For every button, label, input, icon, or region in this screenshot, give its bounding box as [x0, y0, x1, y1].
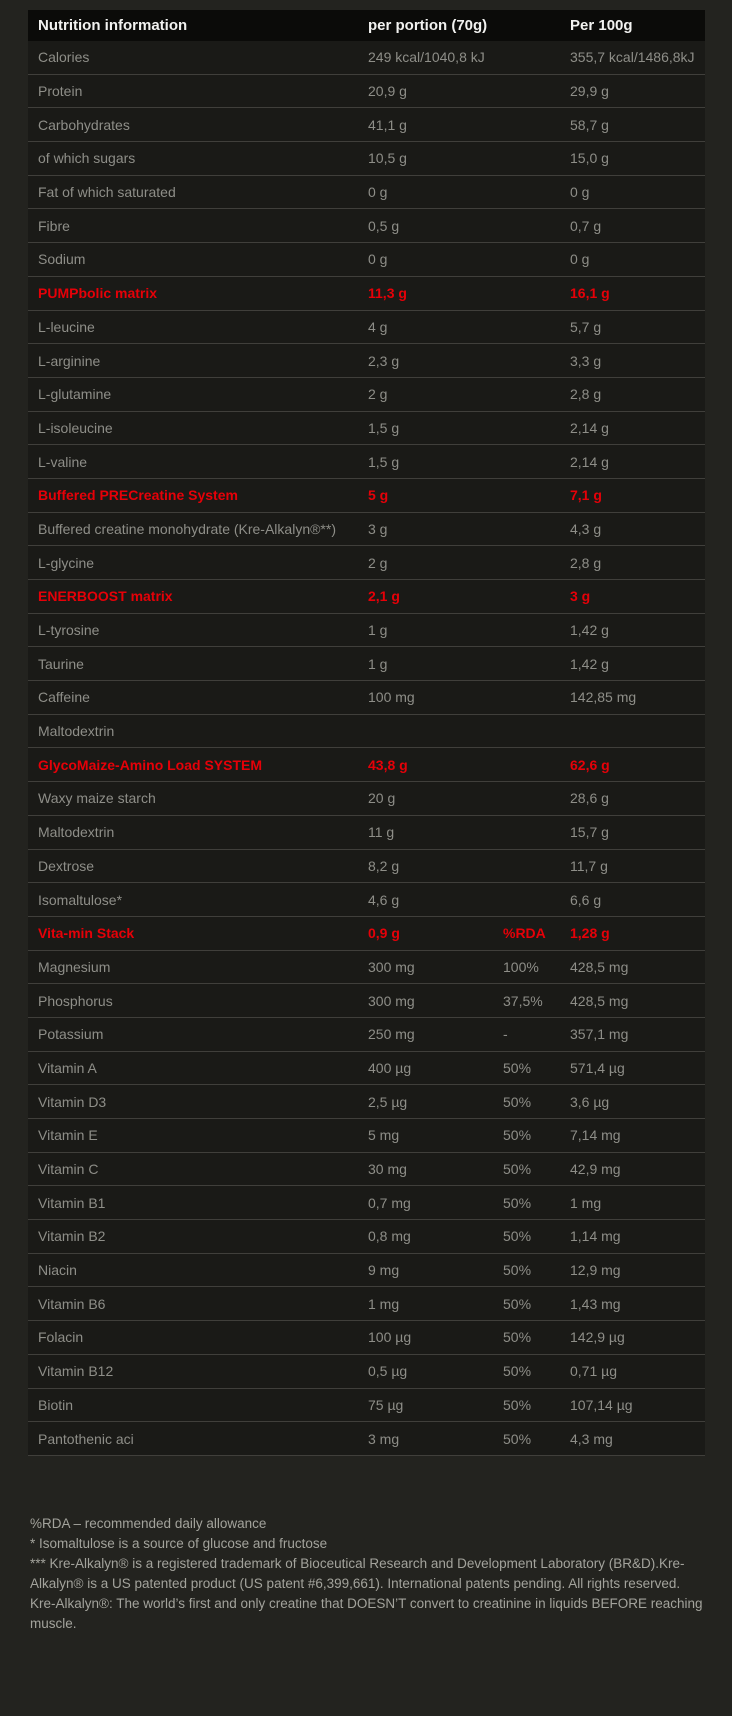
table-row [28, 984, 705, 1018]
row-value-per-100g: 428,5 mg [570, 958, 629, 975]
row-label: L-tyrosine [38, 622, 100, 639]
row-value-per-100g: 2,14 g [570, 419, 609, 436]
table-row [28, 445, 705, 479]
row-value-rda: 50% [503, 1059, 532, 1076]
table-row [28, 344, 705, 378]
nutrition-table [28, 10, 705, 1456]
table-row [28, 1220, 705, 1254]
row-value-per-portion: 2,1 g [368, 588, 400, 605]
row-label: Vita-min Stack [38, 925, 135, 942]
row-label: Vitamin B2 [38, 1228, 106, 1245]
table-row [28, 412, 705, 446]
row-label: L-glutamine [38, 386, 112, 403]
row-value-per-100g: 7,1 g [570, 487, 602, 504]
row-value-per-100g: 3 g [570, 588, 591, 605]
table-row [28, 209, 705, 243]
row-value-per-portion: 2,5 µg [368, 1093, 408, 1110]
table-row [28, 142, 705, 176]
row-value-per-100g: 0,7 g [570, 217, 602, 234]
row-value-per-portion: 41,1 g [368, 116, 407, 133]
row-value-per-portion: 2 g [368, 386, 388, 403]
row-value-per-100g: 5,7 g [570, 318, 602, 335]
table-row [28, 816, 705, 850]
row-value-per-100g: 355,7 kcal/1486,8kJ [570, 49, 695, 66]
row-value-per-100g: 1,14 mg [570, 1228, 621, 1245]
row-value-per-portion: 11 g [368, 824, 395, 841]
table-row [28, 1422, 705, 1456]
row-value-per-100g: 29,9 g [570, 83, 609, 100]
row-label: Waxy maize starch [38, 790, 156, 807]
row-value-per-portion: 43,8 g [368, 756, 408, 773]
row-value-per-portion: 0 g [368, 184, 388, 201]
header-label-column: Nutrition information [38, 17, 188, 34]
row-value-per-100g: 58,7 g [570, 116, 609, 133]
table-row [28, 513, 705, 547]
row-value-per-100g: 1,43 mg [570, 1295, 621, 1312]
row-label: Maltodextrin [38, 824, 115, 841]
row-value-per-100g: 4,3 g [570, 520, 602, 537]
table-row [28, 479, 705, 513]
row-label: Carbohydrates [38, 116, 130, 133]
table-row [28, 1389, 705, 1423]
row-value-per-100g: 0 g [570, 184, 590, 201]
row-value-per-portion: 1 g [368, 622, 388, 639]
row-value-per-100g: 3,6 µg [570, 1093, 610, 1110]
table-row [28, 1186, 705, 1220]
row-label: Niacin [38, 1262, 77, 1279]
row-label: Phosphorus [38, 992, 113, 1009]
row-value-per-portion: 75 µg [368, 1396, 404, 1413]
row-label: Folacin [38, 1329, 84, 1346]
row-value-rda: 37,5% [503, 992, 543, 1009]
nutrition-table-body [28, 41, 705, 1456]
table-row [28, 681, 705, 715]
table-row [28, 311, 705, 345]
row-value-per-100g: 2,8 g [570, 554, 602, 571]
row-value-per-portion: 100 mg [368, 689, 415, 706]
row-value-per-portion: 300 mg [368, 958, 415, 975]
row-value-per-portion: 4,6 g [368, 891, 400, 908]
table-row [28, 1018, 705, 1052]
row-label: Maltodextrin [38, 723, 115, 740]
row-value-per-portion: 300 mg [368, 992, 415, 1009]
table-row [28, 378, 705, 412]
row-value-per-portion: 0,9 g [368, 925, 400, 942]
row-value-per-100g: 16,1 g [570, 285, 610, 302]
row-value-per-portion: 0,8 mg [368, 1228, 411, 1245]
row-label: ENERBOOST matrix [38, 588, 173, 605]
row-label: Vitamin E [38, 1127, 98, 1144]
row-value-per-portion: 0,7 mg [368, 1194, 411, 1211]
row-value-per-100g: 2,8 g [570, 386, 602, 403]
row-value-per-100g: 15,0 g [570, 150, 609, 167]
row-value-per-portion: 11,3 g [368, 285, 407, 302]
row-value-per-portion: 0 g [368, 251, 388, 268]
table-row [28, 277, 705, 311]
row-value-per-100g: 3,3 g [570, 352, 602, 369]
row-value-rda: 50% [503, 1396, 532, 1413]
row-label: GlycoMaize-Amino Load SYSTEM [38, 756, 263, 773]
row-label: Protein [38, 83, 83, 100]
row-value-per-portion: 20 g [368, 790, 396, 807]
row-value-per-100g: 7,14 mg [570, 1127, 621, 1144]
row-label: Pantothenic aci [38, 1430, 134, 1447]
nutrition-table-header [28, 10, 705, 41]
table-row [28, 1287, 705, 1321]
table-row [28, 1153, 705, 1187]
row-value-per-portion: 8,2 g [368, 857, 400, 874]
table-row [28, 1321, 705, 1355]
footnote-kre-alkalyn-claim: Kre-Alkalyn®: The world’s first and only creatine that DOESN’T convert to creatinine in liquids BEFORE reaching muscle. [30, 1596, 703, 1631]
row-value-per-portion: 0,5 µg [368, 1363, 408, 1380]
row-value-per-100g: 15,7 g [570, 824, 609, 841]
row-value-per-portion: 5 g [368, 487, 389, 504]
row-value-per-100g: 142,85 mg [570, 689, 637, 706]
row-value-rda: 50% [503, 1430, 532, 1447]
table-row [28, 917, 705, 951]
table-row [28, 850, 705, 884]
table-row [28, 176, 705, 210]
row-label: Magnesium [38, 958, 111, 975]
row-label: Calories [38, 49, 90, 66]
row-value-rda: 50% [503, 1194, 532, 1211]
row-label: L-glycine [38, 554, 95, 571]
footnotes [30, 1514, 704, 1634]
row-value-rda: - [503, 1026, 508, 1043]
row-value-per-portion: 1,5 g [368, 419, 400, 436]
row-value-per-portion: 9 mg [368, 1262, 400, 1279]
footnote-rda: %RDA – recommended daily allowance [30, 1516, 267, 1531]
footnote-isomaltulose: * Isomaltulose is a source of glucose and fructose [30, 1536, 328, 1551]
table-row [28, 243, 705, 277]
row-value-per-portion: 3 g [368, 520, 388, 537]
row-value-rda: %RDA [503, 925, 546, 942]
table-row [28, 1254, 705, 1288]
table-row [28, 75, 705, 109]
row-value-rda: 50% [503, 1295, 532, 1312]
row-label: L-valine [38, 453, 88, 470]
row-label: Fat of which saturated [38, 184, 176, 201]
footnote-kre-alkalyn-trademark: *** Kre-Alkalyn® is a registered trademark of Bioceutical Research and Development Laboratory (BR&D).Kre-Alkalyn® is a US patented product (US patent #6,399,661). International patents pending. All rights reserved. [30, 1556, 685, 1591]
row-value-per-100g: 107,14 µg [570, 1396, 633, 1413]
table-row [28, 715, 705, 749]
row-label: Sodium [38, 251, 86, 268]
row-label: Dextrose [38, 857, 95, 874]
row-label: Caffeine [38, 689, 90, 706]
row-value-rda: 50% [503, 1262, 532, 1279]
row-value-per-100g: 1,28 g [570, 925, 610, 942]
row-value-per-portion: 1,5 g [368, 453, 400, 470]
row-value-per-100g: 11,7 g [570, 857, 608, 874]
row-value-rda: 50% [503, 1329, 532, 1346]
row-label: L-leucine [38, 318, 95, 335]
row-value-rda: 50% [503, 1093, 532, 1110]
row-value-per-100g: 357,1 mg [570, 1026, 629, 1043]
row-label: Vitamin B6 [38, 1295, 106, 1312]
row-value-per-100g: 1,42 g [570, 655, 609, 672]
row-label: Vitamin A [38, 1059, 97, 1076]
row-value-per-portion: 1 mg [368, 1295, 400, 1312]
row-value-per-100g: 0 g [570, 251, 590, 268]
row-value-per-100g: 571,4 µg [570, 1059, 625, 1076]
row-label: Vitamin D3 [38, 1093, 107, 1110]
row-value-per-portion: 5 mg [368, 1127, 400, 1144]
row-label: L-arginine [38, 352, 101, 369]
row-value-per-portion: 0,5 g [368, 217, 400, 234]
row-label: Fibre [38, 217, 70, 234]
row-value-per-100g: 428,5 mg [570, 992, 629, 1009]
row-value-per-100g: 142,9 µg [570, 1329, 625, 1346]
table-row [28, 1052, 705, 1086]
table-row [28, 580, 705, 614]
table-row [28, 108, 705, 142]
table-row [28, 41, 705, 75]
table-row [28, 748, 705, 782]
row-value-per-portion: 100 µg [368, 1329, 412, 1346]
row-label: Potassium [38, 1026, 104, 1043]
row-label: Buffered creatine monohydrate (Kre-Alkalyn®**) [38, 520, 336, 537]
row-value-per-portion: 10,5 g [368, 150, 407, 167]
row-value-per-portion: 249 kcal/1040,8 kJ [368, 49, 485, 66]
row-value-rda: 50% [503, 1363, 532, 1380]
table-row [28, 782, 705, 816]
row-value-per-100g: 1,42 g [570, 622, 609, 639]
row-value-rda: 50% [503, 1127, 532, 1144]
row-label: of which sugars [38, 150, 136, 167]
table-row [28, 951, 705, 985]
row-value-per-100g: 28,6 g [570, 790, 609, 807]
row-value-per-100g: 4,3 mg [570, 1430, 613, 1447]
table-row [28, 883, 705, 917]
row-value-rda: 100% [503, 958, 539, 975]
table-row [28, 546, 705, 580]
row-value-rda: 50% [503, 1228, 532, 1245]
row-label: Buffered PRECreatine System [38, 487, 238, 504]
table-row [28, 1085, 705, 1119]
row-value-per-100g: 2,14 g [570, 453, 609, 470]
row-label: Vitamin B1 [38, 1194, 106, 1211]
row-value-per-portion: 4 g [368, 318, 388, 335]
header-per-100g-column: Per 100g [570, 17, 633, 34]
row-label: PUMPbolic matrix [38, 285, 158, 302]
row-value-rda: 50% [503, 1161, 532, 1178]
row-label: Taurine [38, 655, 84, 672]
table-row [28, 647, 705, 681]
row-value-per-portion: 250 mg [368, 1026, 415, 1043]
row-label: Isomaltulose* [38, 891, 123, 908]
row-value-per-portion: 2 g [368, 554, 388, 571]
row-value-per-100g: 12,9 mg [570, 1262, 621, 1279]
table-row [28, 1355, 705, 1389]
row-value-per-portion: 400 µg [368, 1059, 412, 1076]
row-label: Vitamin C [38, 1161, 99, 1178]
row-value-per-100g: 6,6 g [570, 891, 602, 908]
table-row [28, 1119, 705, 1153]
row-value-per-portion: 2,3 g [368, 352, 400, 369]
row-value-per-100g: 0,71 µg [570, 1363, 617, 1380]
row-label: Vitamin B12 [38, 1363, 114, 1380]
row-value-per-portion: 20,9 g [368, 83, 407, 100]
table-row [28, 614, 705, 648]
row-value-per-100g: 42,9 mg [570, 1161, 621, 1178]
row-label: L-isoleucine [38, 419, 113, 436]
row-value-per-100g: 62,6 g [570, 756, 610, 773]
row-value-per-100g: 1 mg [570, 1194, 602, 1211]
header-per-portion-column: per portion (70g) [368, 17, 488, 34]
row-label: Biotin [38, 1396, 74, 1413]
row-value-per-portion: 3 mg [368, 1430, 400, 1447]
row-value-per-portion: 30 mg [368, 1161, 407, 1178]
row-value-per-portion: 1 g [368, 655, 388, 672]
